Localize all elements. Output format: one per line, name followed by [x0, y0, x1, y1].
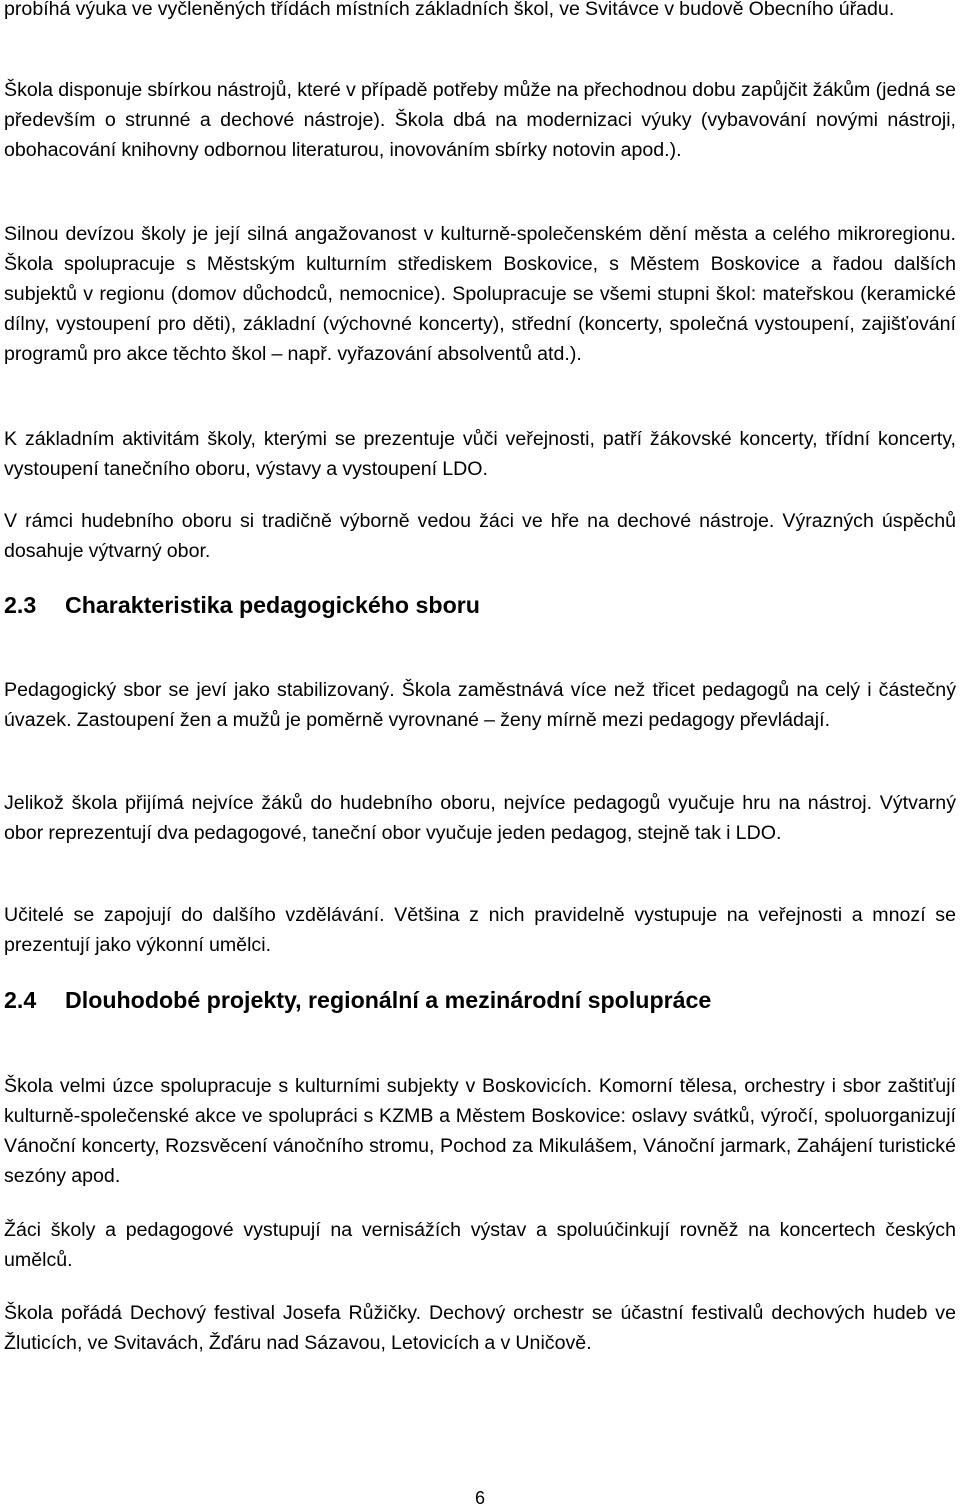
paragraph-teacher-education: Učitelé se zapojují do dalšího vzdělávání. Většina z nich pravidelně vystupuje na veřejnosti a mnozí se prezentují jako výkonní umělci. [4, 904, 956, 956]
paragraph-staff-stability: Pedagogický sbor se jeví jako stabilizovaný. Škola zaměstnává více než třicet pedagogů na celý i částečný úvazek. Zastoupení žen a mužů je poměrně vyrovnané – ženy mírně mezi pedagogy převládají. [4, 679, 956, 731]
section-title: Dlouhodobé projekty, regionální a mezinárodní spolupráce [65, 987, 712, 1013]
paragraph-music-success: V rámci hudebního oboru si tradičně výborně vedou žáci ve hře na dechové nástroje. Výrazných úspěchů dosahuje výtvarný obor. [4, 510, 956, 562]
paragraph-activities: K základním aktivitám školy, kterými se prezentuje vůči veřejnosti, patří žákovské koncerty, třídní koncerty, vystoupení tanečního oboru, výstavy a vystoupení LDO. [4, 428, 956, 480]
paragraph-local-cooperation: Škola velmi úzce spolupracuje s kulturními subjekty v Boskovicích. Komorní tělesa, orchestry i sbor zaštiťují kulturně-společenské akce ve spolupráci s KZMB a Městem Boskovice: oslavy svátků, výročí, spoluorganizují Vánoční koncerty, Rozsvěcení vánočního stromu, Pochod za Mikulášem, Vánoční jarmark, Zahájení turistické sezóny apod. [4, 1075, 956, 1187]
paragraph-festival: Škola pořádá Dechový festival Josefa Růžičky. Dechový orchestr se účastní festivalů dechových hudeb ve Žluticích, ve Svitavách, Žďáru nad Sázavou, Letovicích a v Uničově. [4, 1302, 956, 1354]
section-title: Charakteristika pedagogického sboru [65, 592, 480, 618]
paragraph-vernissages: Žáci školy a pedagogové vystupují na vernisážích výstav a spoluúčinkují rovněž na koncertech českých umělců. [4, 1219, 956, 1271]
paragraph-staff-distribution: Jelikož škola přijímá nejvíce žáků do hudebního oboru, nejvíce pedagogů vyučuje hru na nástroj. Výtvarný obor reprezentují dva pedagogové, taneční obor vyučuje jeden pedagog, stejně tak i LDO. [4, 792, 956, 844]
paragraph-cultural-engagement: Silnou devízou školy je její silná angažovanost v kulturně-společenském dění města a celého mikroregionu. Škola spolupracuje s Městským kulturním střediskem Boskovice, s Městem Boskovice a řadou dalších subjektů v regionu (domov důchodců, nemocnice). Spolupracuje se všemi stupni škol: mateřskou (keramické dílny, vystoupení pro děti), základní (výchovné koncerty), střední (koncerty, společná vystoupení, zajišťování programů pro akce těchto škol – např. vyřazování absolventů atd.). [4, 223, 956, 365]
page-number: 6 [474, 1488, 485, 1508]
paragraph-location: probíhá výuka ve vyčleněných třídách místních základních škol, ve Svitávce v budově Obecního úřadu. [4, 0, 895, 20]
section-number: 2.3 [4, 592, 37, 618]
paragraph-instrument-collection: Škola disponuje sbírkou nástrojů, které v případě potřeby může na přechodnou dobu zapůjčit žákům (jedná se především o strunné a dechové nástroje). Škola dbá na modernizaci výuky (vybavování novými nástroji, obohacování knihovny odbornou literaturou, inovováním sbírky notovin apod.). [4, 79, 956, 161]
section-number: 2.4 [4, 987, 37, 1013]
section-heading-2-3 [4, 590, 956, 620]
section-heading-2-4 [4, 985, 956, 1015]
